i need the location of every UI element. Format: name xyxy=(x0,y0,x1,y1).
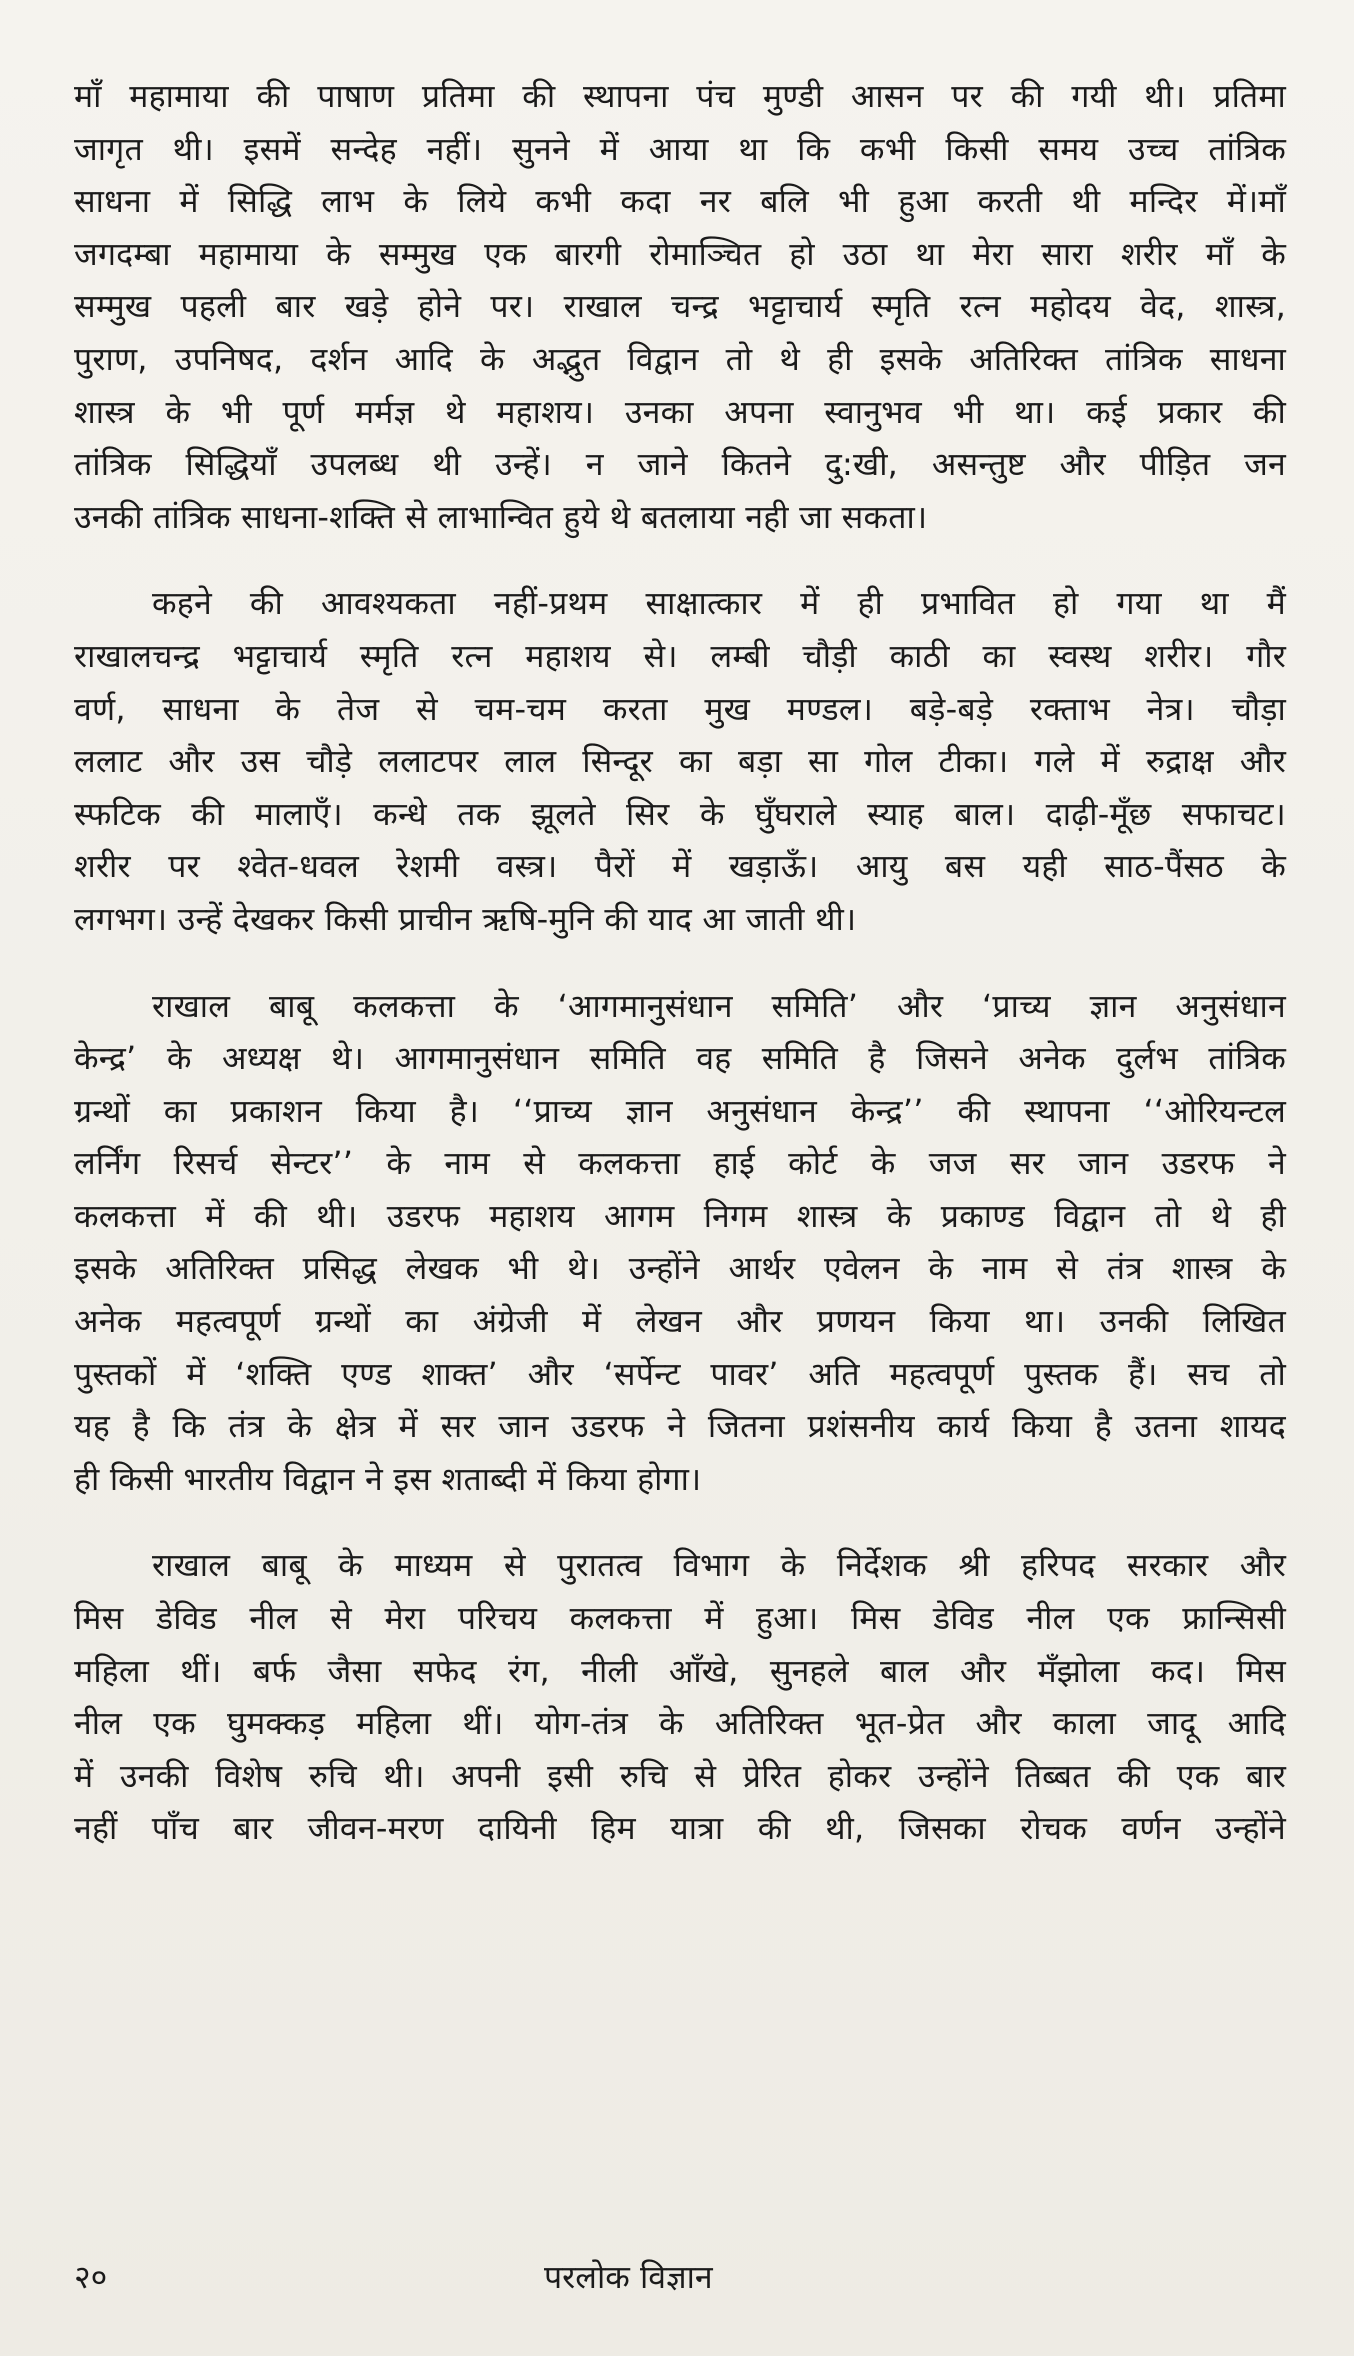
paragraph-3 xyxy=(74,980,1286,1506)
text-line: ललाट और उस चौड़े ललाटपर लाल सिन्दूर का बड़ा सा गोल टीका। गले में रुद्राक्ष और xyxy=(74,742,1286,781)
text-line: राखाल बाबू कलकत्ता के ‘आगमानुसंधान समिति’ और ‘प्राच्य ज्ञान अनुसंधान xyxy=(152,986,1286,1025)
text-line: कहने की आवश्यकता नहीं-प्रथम साक्षात्कार में ही प्रभावित हो गया था मैं xyxy=(152,584,1286,623)
text-line: स्फटिक की मालाएँ। कन्धे तक झूलते सिर के घुँघराले स्याह बाल। दाढ़ी-मूँछ सफाचट। xyxy=(74,794,1286,833)
text-line: पुराण, उपनिषद, दर्शन आदि के अद्भुत विद्वान तो थे ही इसके अतिरिक्त तांत्रिक साधना xyxy=(74,339,1286,378)
page-number: २० xyxy=(74,2258,108,2296)
text-line: ही किसी भारतीय विद्वान ने इस शताब्दी में किया होगा। xyxy=(74,1459,702,1498)
text-line: पुस्तकों में ‘शक्ति एण्ड शाक्त’ और ‘सर्पेन्ट पावर’ अति महत्वपूर्ण पुस्तक हैं। सच तो xyxy=(74,1354,1286,1393)
text-line: जागृत थी। इसमें सन्देह नहीं। सुनने में आया था कि कभी किसी समय उच्च तांत्रिक xyxy=(74,129,1286,168)
text-line: केन्द्र’ के अध्यक्ष थे। आगमानुसंधान समिति वह समिति है जिसने अनेक दुर्लभ तांत्रिक xyxy=(74,1039,1286,1078)
text-line: यह है कि तंत्र के क्षेत्र में सर जान उडरफ ने जितना प्रशंसनीय कार्य किया है उतना शायद xyxy=(74,1407,1286,1446)
text-line: मिस डेविड नील से मेरा परिचय कलकत्ता में हुआ। मिस डेविड नील एक फ्रान्सिसी xyxy=(74,1599,1286,1638)
text-line: शरीर पर श्वेत-धवल रेशमी वस्त्र। पैरों में खड़ाऊँ। आयु बस यही साठ-पैंसठ के xyxy=(74,847,1286,886)
text-line: माँ महामाया की पाषाण प्रतिमा की स्थापना पंच मुण्डी आसन पर की गयी थी। प्रतिमा xyxy=(74,77,1286,115)
text-line: कलकत्ता में की थी। उडरफ महाशय आगम निगम शास्त्र के प्रकाण्ड विद्वान तो थे ही xyxy=(74,1196,1286,1235)
running-title: परलोक विज्ञान xyxy=(544,2258,713,2296)
paragraph-2 xyxy=(74,577,1286,945)
text-line: में उनकी विशेष रुचि थी। अपनी इसी रुचि से प्रेरित होकर उन्होंने तिब्बत की एक बार xyxy=(74,1756,1286,1795)
text-line: शास्त्र के भी पूर्ण मर्मज्ञ थे महाशय। उनका अपना स्वानुभव भी था। कई प्रकार की xyxy=(74,392,1286,431)
text-line: साधना में सिद्धि लाभ के लिये कभी कदा नर बलि भी हुआ करती थी मन्दिर में।माँ xyxy=(74,182,1286,221)
page-footer xyxy=(74,2255,1286,2305)
text-line: राखालचन्द्र भट्टाचार्य स्मृति रत्न महाशय से। लम्बी चौड़ी काठी का स्वस्थ शरीर। गौर xyxy=(74,636,1286,675)
text-line: तांत्रिक सिद्धियाँ उपलब्ध थी उन्हें। न जाने कितने दु:खी, असन्तुष्ट और पीड़ित जन xyxy=(74,445,1286,484)
text-line: लगभग। उन्हें देखकर किसी प्राचीन ऋषि-मुनि की याद आ जाती थी। xyxy=(74,899,857,938)
text-line: वर्ण, साधना के तेज से चम-चम करता मुख मण्डल। बड़े-बड़े रक्ताभ नेत्र। चौड़ा xyxy=(74,689,1286,728)
paragraph-4 xyxy=(74,1539,1286,1855)
text-line: महिला थीं। बर्फ जैसा सफेद रंग, नीली आँखे, सुनहले बाल और मँझोला कद। मिस xyxy=(74,1651,1286,1690)
text-line: उनकी तांत्रिक साधना-शक्ति से लाभान्वित हुये थे बतलाया नही जा सकता। xyxy=(74,497,928,536)
text-line: इसके अतिरिक्त प्रसिद्ध लेखक भी थे। उन्होंने आर्थर एवेलन के नाम से तंत्र शास्त्र के xyxy=(74,1249,1286,1288)
text-line: सम्मुख पहली बार खड़े होने पर। राखाल चन्द्र भट्टाचार्य स्मृति रत्न महोदय वेद, शास्त्र, xyxy=(74,287,1286,326)
text-line: नहीं पाँच बार जीवन-मरण दायिनी हिम यात्रा की थी, जिसका रोचक वर्णन उन्होंने xyxy=(74,1809,1286,1848)
text-line: ग्रन्थों का प्रकाशन किया है। ‘‘प्राच्य ज्ञान अनुसंधान केन्द्र’’ की स्थापना ‘‘ओरियन्टल xyxy=(74,1091,1286,1130)
text-line: नील एक घुमक्कड़ महिला थीं। योग-तंत्र के अतिरिक्त भूत-प्रेत और काला जादू आदि xyxy=(74,1704,1286,1743)
body-text xyxy=(74,70,1286,1855)
text-line: लर्निंग रिसर्च सेन्टर’’ के नाम से कलकत्ता हाई कोर्ट के जज सर जान उडरफ ने xyxy=(74,1144,1286,1183)
text-line: अनेक महत्वपूर्ण ग्रन्थों का अंग्रेजी में लेखन और प्रणयन किया था। उनकी लिखित xyxy=(74,1302,1286,1341)
text-line: जगदम्बा महामाया के सम्मुख एक बारगी रोमाञ्चित हो उठा था मेरा सारा शरीर माँ के xyxy=(74,234,1286,273)
paragraph-1 xyxy=(74,70,1286,543)
text-line: राखाल बाबू के माध्यम से पुरातत्व विभाग के निर्देशक श्री हरिपद सरकार और xyxy=(152,1546,1286,1585)
